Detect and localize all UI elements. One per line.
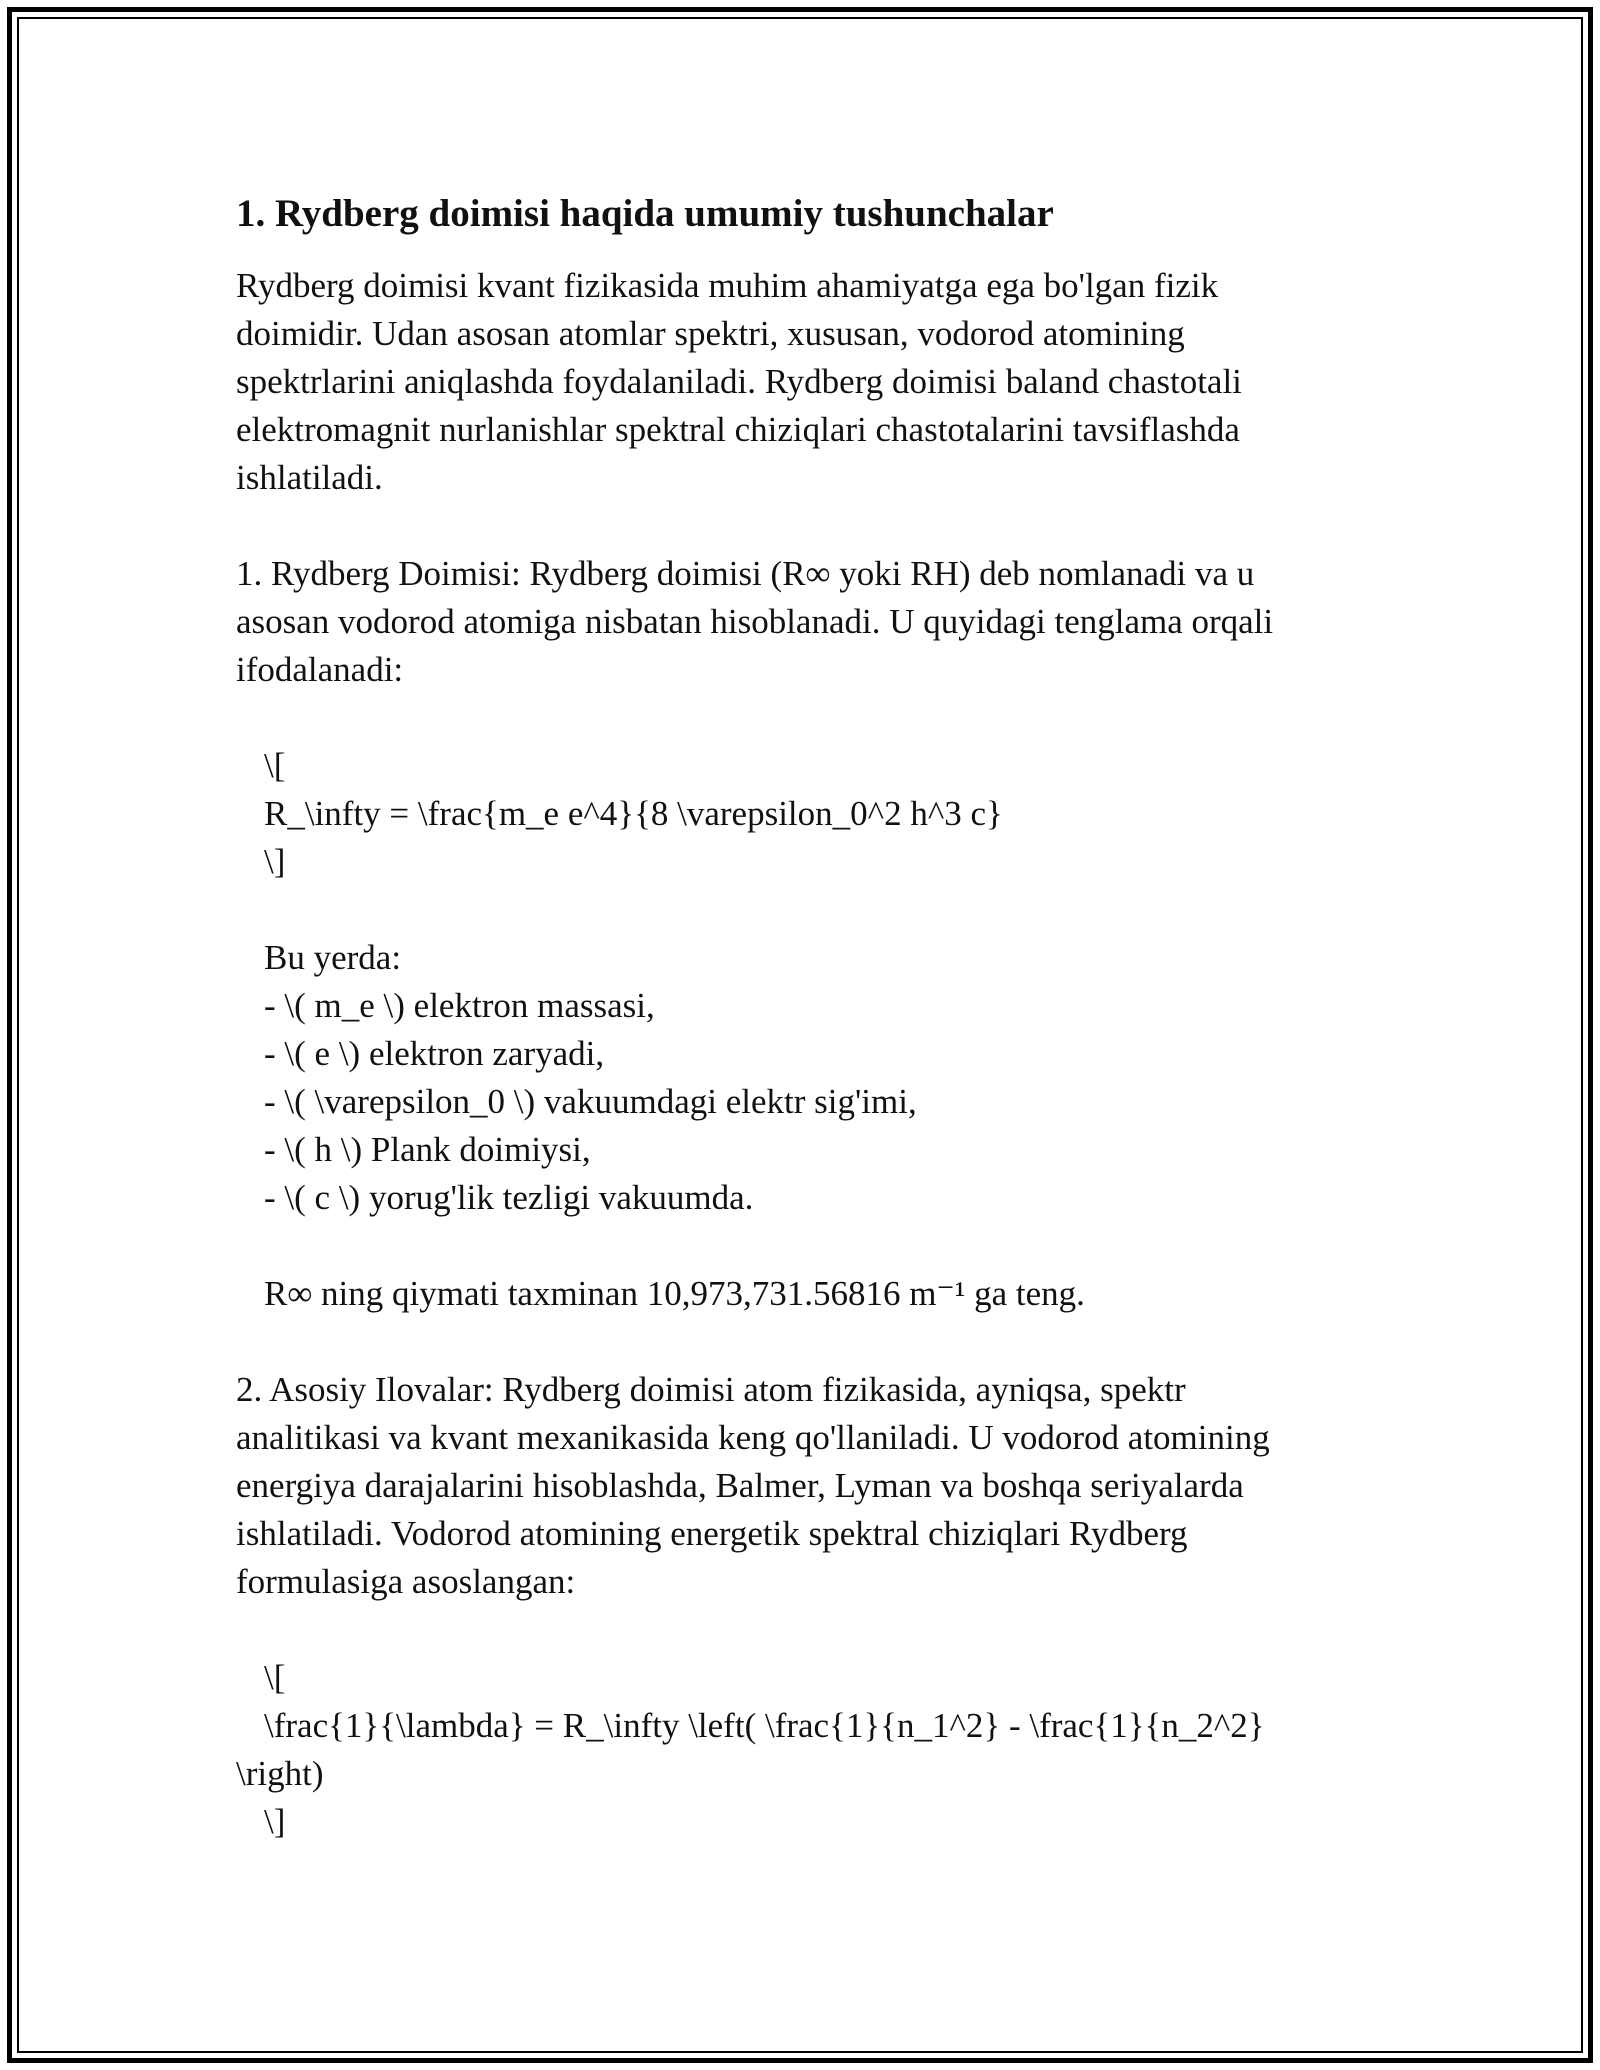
constant-value (236, 1270, 1366, 1318)
list-item: - \( e \) elektron zaryadi, (264, 1034, 605, 1073)
text-line: ishlatiladi. (236, 458, 383, 497)
applications-paragraph (236, 1366, 1366, 1606)
formula-close: \] (264, 1802, 286, 1841)
text-line: analitikasi va kvant mexanikasida keng qo'llaniladi. U vodorod atomining (236, 1418, 1270, 1457)
formula-rydberg-constant (236, 742, 1366, 886)
section-heading: 1. Rydberg doimisi haqida umumiy tushunchalar (236, 192, 1054, 235)
formula-body: R_\infty = \frac{m_e e^4}{8 \varepsilon_0^2 h^3 c} (264, 794, 1003, 833)
text-line: energiya darajalarini hisoblashda, Balmer, Lyman va boshqa seriyalarda (236, 1466, 1244, 1505)
intro-paragraph (236, 262, 1366, 502)
text-line: 2. Asosiy Ilovalar: Rydberg doimisi atom fizikasida, ayniqsa, spektr (236, 1370, 1186, 1409)
rydberg-definition-paragraph (236, 550, 1366, 694)
spacer (236, 886, 1366, 934)
text-line: doimidir. Udan asosan atomlar spektri, xususan, vodorod atomining (236, 314, 1185, 353)
formula-rydberg-formula (236, 1654, 1366, 1846)
formula-open: \[ (264, 1658, 286, 1697)
text-line: elektromagnit nurlanishlar spektral chiziqlari chastotalarini tavsiflashda (236, 410, 1240, 449)
spacer (236, 1606, 1366, 1654)
text-line: ishlatiladi. Vodorod atomining energetik spektral chiziqlari Rydberg (236, 1514, 1188, 1553)
text-line: spektrlarini aniqlashda foydalaniladi. Rydberg doimisi baland chastotali (236, 362, 1242, 401)
document-body (236, 186, 1366, 1846)
list-item: - \( m_e \) elektron massasi, (264, 986, 655, 1025)
where-label: Bu yerda: (264, 938, 402, 977)
spacer (236, 1222, 1366, 1270)
formula-open: \[ (264, 746, 286, 785)
list-item: - \( c \) yorug'lik tezligi vakuumda. (264, 1178, 754, 1217)
formula-body-continued: \right) (236, 1754, 324, 1793)
text-line: formulasiga asoslangan: (236, 1562, 576, 1601)
spacer (236, 1318, 1366, 1366)
text-line: 1. Rydberg Doimisi: Rydberg doimisi (R∞ yoki RH) deb nomlanadi va u (236, 554, 1255, 593)
list-item: - \( \varepsilon_0 \) vakuumdagi elektr sig'imi, (264, 1082, 917, 1121)
text-line: ifodalanadi: (236, 650, 404, 689)
value-line: R∞ ning qiymati taxminan 10,973,731.56816 m⁻¹ ga teng. (264, 1274, 1085, 1313)
spacer (236, 694, 1366, 742)
variables-list (236, 934, 1366, 1222)
text-line: Rydberg doimisi kvant fizikasida muhim ahamiyatga ega bo'lgan fizik (236, 266, 1219, 305)
formula-body: \frac{1}{\lambda} = R_\infty \left( \frac{1}{n_1^2} - \frac{1}{n_2^2} (264, 1706, 1265, 1745)
spacer (236, 502, 1366, 550)
list-item: - \( h \) Plank doimiysi, (264, 1130, 591, 1169)
text-line: asosan vodorod atomiga nisbatan hisoblanadi. U quyidagi tenglama orqali (236, 602, 1274, 641)
formula-close: \] (264, 842, 286, 881)
